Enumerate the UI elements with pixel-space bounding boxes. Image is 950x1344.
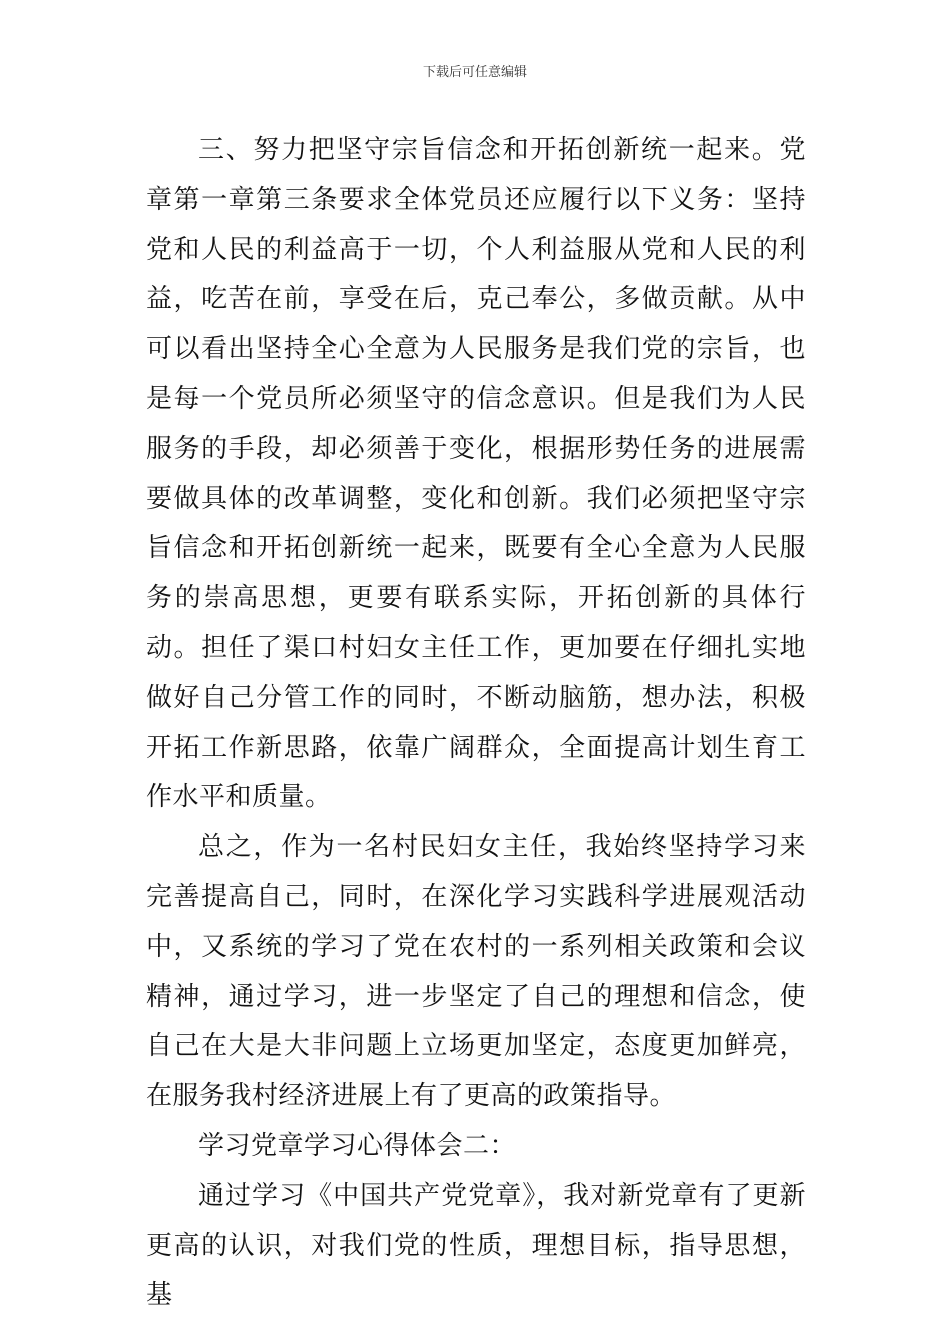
document-body xyxy=(146,126,806,1321)
paragraph-section-three: 三、努力把坚守宗旨信念和开拓创新统一起来。党章第一章第三条要求全体党员还应履行以下义务：坚持党和人民的利益高于一切，个人利益服从党和人民的利益，吃苦在前，享受在后，克己奉公，多做贡献。从中可以看出坚持全心全意为人民服务是我们党的宗旨，也是每一个党员所必须坚守的信念意识。但是我们为人民服务的手段，却必须善于变化，根据形势任务的进展需要做具体的改革调整，变化和创新。我们必须把坚守宗旨信念和开拓创新统一起来，既要有全心全意为人民服务的崇高思想，更要有联系实际，开拓创新的具体行动。担任了渠口村妇女主任工作，更加要在仔细扎实地做好自己分管工作的同时，不断动脑筋，想办法，积极开拓工作新思路，依靠广阔群众，全面提高计划生育工作水平和质量。 xyxy=(146,135,806,813)
page-header: 下载后可任意编辑 xyxy=(422,65,527,80)
paragraph-summary: 总之，作为一名村民妇女主任，我始终坚持学习来完善提高自己，同时，在深化学习实践科学进展观活动中，又系统的学习了党在农村的一系列相关政策和会议精神，通过学习，进一步坚定了自己的理想和信念，使自己在大是大非问题上立场更加坚定，态度更加鲜亮，在服务我村经济进展上有了更高的政策指导。 xyxy=(146,832,806,1112)
section-heading: 学习党章学习心得体会二： xyxy=(198,1130,517,1161)
paragraph-intro: 通过学习《中国共产党党章》，我对新党章有了更新更高的认识，对我们党的性质，理想目标，指导思想，基 xyxy=(146,1180,806,1311)
